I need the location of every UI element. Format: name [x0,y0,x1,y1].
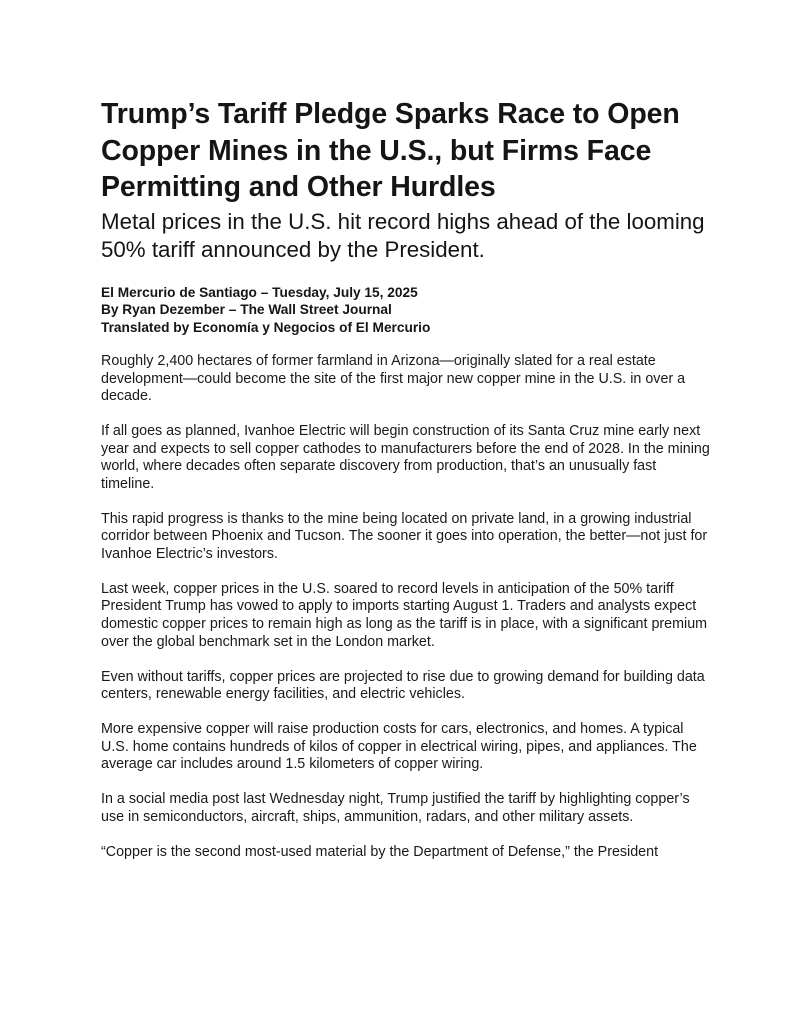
article-paragraph: Roughly 2,400 hectares of former farmland in Arizona—originally slated for a real estate development—could become the site of the first major new copper mine in the U.S. in over a decade. [101,353,686,405]
article-paragraph: Last week, copper prices in the U.S. soared to record levels in anticipation of the 50% tariff President Trump has vowed to apply to imports starting August 1. Traders and analysts expect domestic copper prices to remain high as long as the tariff is in place, with a significant premium over the global benchmark set in the London market. [101,580,708,650]
article-paragraph: This rapid progress is thanks to the mine being located on private land, in a growing industrial corridor between Phoenix and Tucson. The sooner it goes into operation, the better—not just for Ivanhoe Electric’s investors. [101,510,708,562]
article-headline: Trump’s Tariff Pledge Sparks Race to Open Copper Mines in the U.S., but Firms Face Permitting and Other Hurdles [101,98,680,203]
translation-line: Translated by Economía y Negocios of El Mercurio [101,319,431,335]
article-meta [101,284,713,337]
article-subheadline: Metal prices in the U.S. hit record highs ahead of the looming 50% tariff announced by the President. [101,208,705,262]
article-paragraph: More expensive copper will raise production costs for cars, electronics, and homes. A typical U.S. home contains hundreds of kilos of copper in electrical wiring, pipes, and appliances. The average car includes around 1.5 kilometers of copper wiring. [101,720,697,773]
article-body [101,353,713,861]
article-paragraph: If all goes as planned, Ivanhoe Electric will begin construction of its Santa Cruz mine early next year and expects to sell copper cathodes to manufacturers before the end of 2028. In the mining world, where decades often separate discovery from production, that’s an unusually fast timeline. [101,423,710,492]
source-line: El Mercurio de Santiago – Tuesday, July 15, 2025 [101,284,418,300]
byline: By Ryan Dezember – The Wall Street Journal [101,302,392,317]
article-page [101,96,713,878]
article-paragraph: In a social media post last Wednesday night, Trump justified the tariff by highlighting copper’s use in semiconductors, aircraft, ships, ammunition, radars, and other military assets. [101,791,690,825]
article-paragraph: “Copper is the second most-used material by the Department of Defense,” the President [101,843,659,860]
article-paragraph: Even without tariffs, copper prices are projected to rise due to growing demand for building data centers, renewable energy facilities, and electric vehicles. [101,668,705,703]
